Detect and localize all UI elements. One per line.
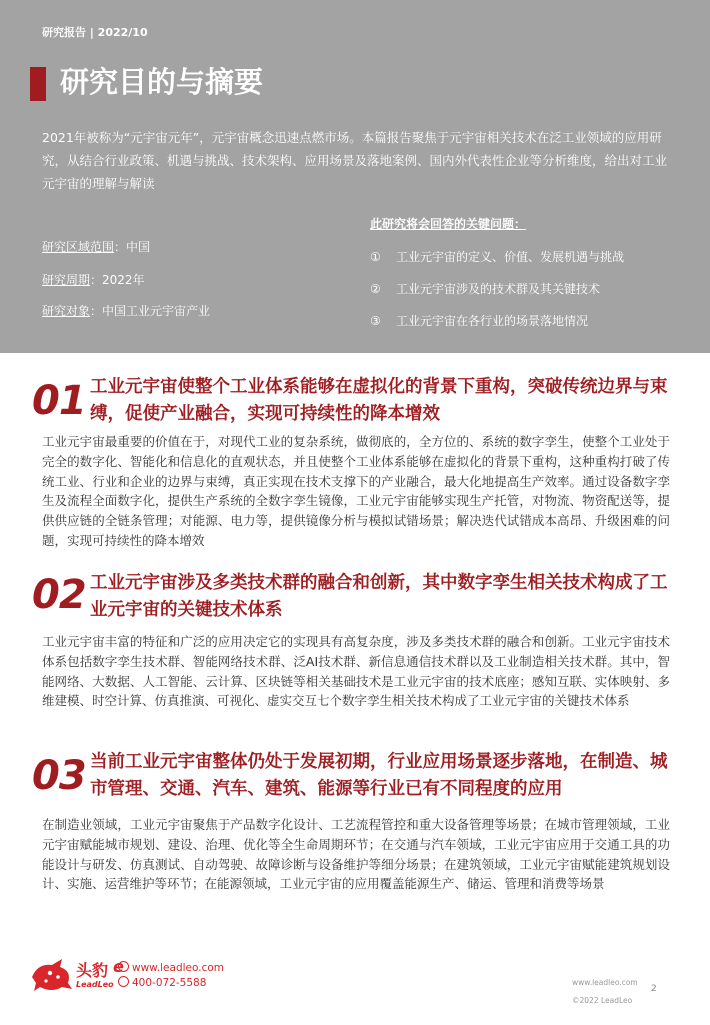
meta-key: 研究区域范围 — [42, 240, 115, 254]
meta-subject — [42, 303, 210, 319]
question-text: 工业元宇宙在各行业的场景落地情况 — [396, 314, 589, 328]
phone-icon — [118, 976, 129, 987]
page-number: 2 — [651, 984, 657, 994]
phone-number — [118, 976, 206, 989]
globe-icon — [118, 961, 129, 972]
question-number: ② — [370, 282, 381, 296]
website-link[interactable] — [118, 961, 224, 974]
meta-value: ：中国 — [114, 240, 151, 254]
meta-key: 研究对象 — [42, 304, 91, 318]
logo-text: 头豹 — [76, 961, 109, 980]
breadcrumb: 研究报告 | 2022/10 — [42, 26, 148, 39]
footer-url[interactable]: www.leadleo.com — [572, 978, 638, 987]
question-item — [370, 281, 600, 297]
logo-subtext: LeadLeo — [76, 980, 114, 989]
section-number: 03 — [32, 753, 86, 799]
footer-copyright: ©2022 LeadLeo — [572, 996, 633, 1005]
section-heading: 当前工业元宇宙整体仍处于发展初期，行业应用场景逐步落地，在制造、城市管理、交通、汽车、建筑、能源等行业已有不同程度的应用 — [90, 752, 668, 799]
section-heading: 工业元宇宙使整个工业体系能够在虚拟化的背景下重构，突破传统边界与束缚，促使产业融合，实现可持续性的降本增效 — [90, 377, 668, 424]
section-heading: 工业元宇宙涉及多类技术群的融合和创新，其中数字孪生相关技术构成了工业元宇宙的关键技术体系 — [90, 573, 668, 620]
question-item — [370, 313, 588, 329]
question-text: 工业元宇宙涉及的技术群及其关键技术 — [396, 282, 601, 296]
question-item — [370, 249, 624, 265]
title-accent-bar — [30, 67, 46, 101]
questions-heading: 此研究将会回答的关键问题： — [370, 217, 527, 231]
section-number: 02 — [32, 572, 86, 618]
question-number: ① — [370, 250, 381, 264]
phone-text: 400-072-5588 — [132, 977, 207, 989]
meta-key: 研究周期 — [42, 273, 91, 287]
question-number: ③ — [370, 314, 381, 328]
meta-period — [42, 272, 145, 288]
meta-region — [42, 239, 150, 255]
section-body: 在制造业领域，工业元宇宙聚焦于产品数字化设计、工艺流程管控和重大设备管理等场景；在城市管理领域，工业元宇宙赋能城市规划、建设、治理、优化等全生命周期环节；在交通与汽车领域，工业元宇宙应用于交通工具的功能设计与研发、仿真测试、自动驾驶、故障诊断与设备维护等细分场景；在建筑领域，工业元宇宙赋能建筑规划设计、实施、运营维护等环节；在能源领域，工业元宇宙的应用覆盖能源生产、储运、管理和消费等场景 — [42, 817, 670, 892]
meta-value: ：2022年 — [90, 273, 145, 287]
section-body: 工业元宇宙最重要的价值在于，对现代工业的复杂系统，做彻底的，全方位的、系统的数字孪生，使整个工业处于完全的数字化、智能化和信息化的直观状态，并且使整个工业体系能够在虚拟化的背景下重构，这种重构打破了传统工业、行业和企业的边界与束缚，真正实现在技术支撑下的产业融合，最大化地提高生产效率。通过设备数字孪生及流程全面数字化，提供生产系统的全数字孪生镜像，工业元宇宙能够实现生产托管，对物流、物资配送等，提供供应链的全链条管理；对能源、电力等，提供镜像分析与模拟试错场景；解决迭代试错成本高昂、升级困难的问题，实现可持续性的降本增效 — [42, 434, 670, 548]
page-title: 研究目的与摘要 — [60, 65, 264, 99]
logo-e-mark: e — [113, 957, 124, 976]
question-text: 工业元宇宙的定义、价值、发展机遇与挑战 — [396, 250, 625, 264]
section-number: 01 — [32, 378, 86, 424]
section-body: 工业元宇宙丰富的特征和广泛的应用决定它的实现具有高复杂度，涉及多类技术群的融合和创新。工业元宇宙技术体系包括数字孪生技术群、智能网络技术群、泛AI技术群、新信息通信技术群以及工业制造相关技术群。其中，智能网络、大数据、人工智能、云计算、区块链等相关基础技术是工业元宇宙的技术底座；感知互联、实体映射、多维建模、时空计算、仿真推演、可视化、虚实交互七个数字孪生相关技术构成了工业元宇宙的关键技术体系 — [42, 634, 670, 709]
meta-value: ：中国工业元宇宙产业 — [90, 304, 211, 318]
website-text: www.leadleo.com — [132, 962, 224, 974]
intro-paragraph: 2021年被称为“元宇宙元年”，元宇宙概念迅速点燃市场。本篇报告聚焦于元宇宙相关技术在泛工业领域的应用研究，从结合行业政策、机遇与挑战、技术架构、应用场景及落地案例、国内外代表性企业等分析维度，给出对工业元宇宙的理解与解读 — [42, 130, 668, 191]
